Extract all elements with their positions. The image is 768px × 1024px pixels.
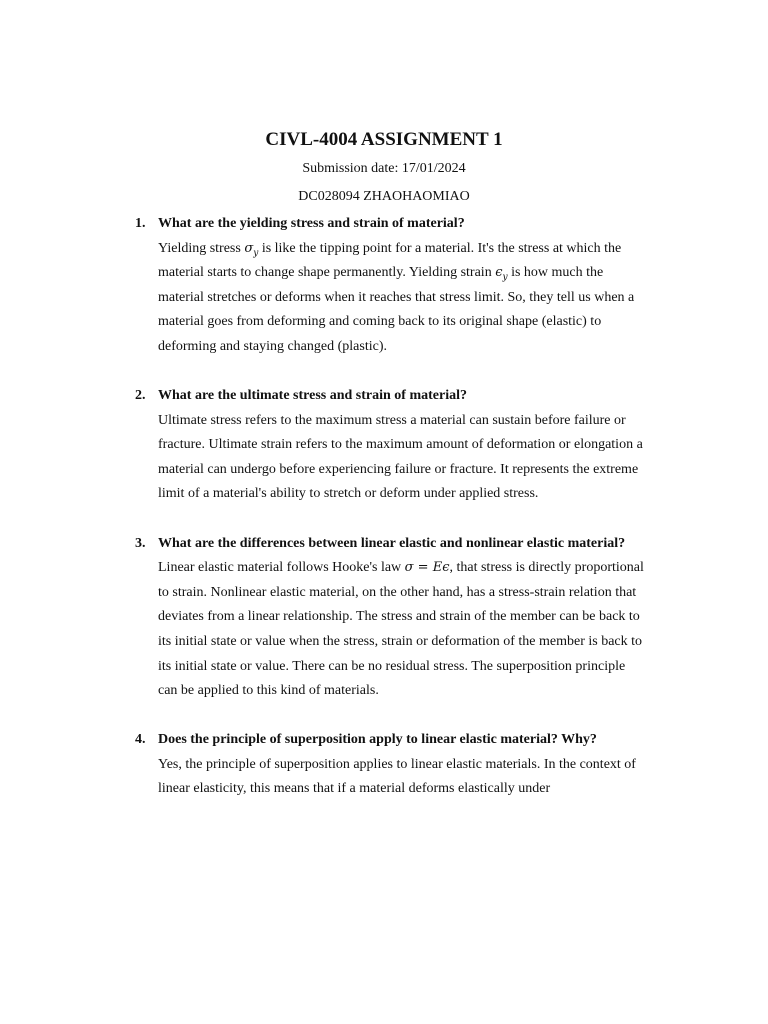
- question-title: Does the principle of superposition apply to linear elastic material? Why?: [158, 732, 597, 748]
- document-title: CIVL-4004 ASSIGNMENT 1: [265, 129, 503, 150]
- answer-text: is like the tipping point for a material. It's the stress at which the material starts to change shape permanently. Yielding strain: [158, 240, 622, 281]
- yield-strain-symbol: $\epsilon_y$: [495, 265, 508, 283]
- question-title: What are the yielding stress and strain of material?: [158, 216, 465, 231]
- answer-text: Yielding stress: [158, 240, 245, 256]
- answer-text: Linear elastic material follows Hooke's law: [158, 560, 405, 576]
- question-item: [0, 532, 768, 704]
- question-answer: Yes, the principle of superposition applies to linear elastic materials. In the context of linear elasticity, this means that if a material deforms elastically under: [158, 756, 636, 797]
- question-list: [0, 212, 768, 826]
- question-title: What are the ultimate stress and strain of material?: [158, 388, 467, 404]
- question-body: [158, 728, 648, 802]
- question-answer: [158, 556, 648, 704]
- question-item: [0, 212, 768, 360]
- hookes-law-formula: σ = Eϵ: [404, 560, 450, 576]
- question-title: What are the differences between linear elastic and nonlinear elastic material?: [158, 535, 626, 551]
- question-item: [0, 728, 768, 802]
- submission-date: Submission date: 17/01/2024: [302, 161, 466, 176]
- answer-text: is how much the material stretches or deforms when it reaches that stress limit. So, they tell us when a material goes from deforming and coming back to its original shape (elastic) to deforming and staying changed (plastic).: [158, 265, 635, 354]
- question-number: 3.: [135, 535, 146, 551]
- question-body: [158, 212, 648, 360]
- question-item: [0, 384, 768, 507]
- answer-text: , that stress is directly proportional to strain. Nonlinear elastic material, on the other hand, has a stress-strain relation that deviates from a linear relationship. The stress and strain of the member can be back to its initial state or value when the stress, strain or deformation of the member is back to its initial state or value. There can be no residual stress. The superposition principle can be applied to this kind of materials.: [158, 560, 644, 699]
- question-number: 4.: [135, 732, 146, 748]
- question-number: 1.: [135, 216, 146, 231]
- question-number: 2.: [135, 388, 146, 404]
- yield-stress-symbol: $\sigma_y$: [244, 240, 259, 259]
- question-answer: Ultimate stress refers to the maximum stress a material can sustain before failure or fracture. Ultimate strain refers to the maximum amount of deformation or elongation a material can undergo before experiencing failure or fracture. It represents the extreme limit of a material's ability to stretch or deform under applied stress.: [158, 412, 643, 502]
- question-body: [158, 384, 648, 507]
- student-id-name: DC028094 ZHAOHAOMIAO: [298, 189, 470, 204]
- question-answer: [158, 237, 648, 360]
- question-body: [158, 532, 648, 704]
